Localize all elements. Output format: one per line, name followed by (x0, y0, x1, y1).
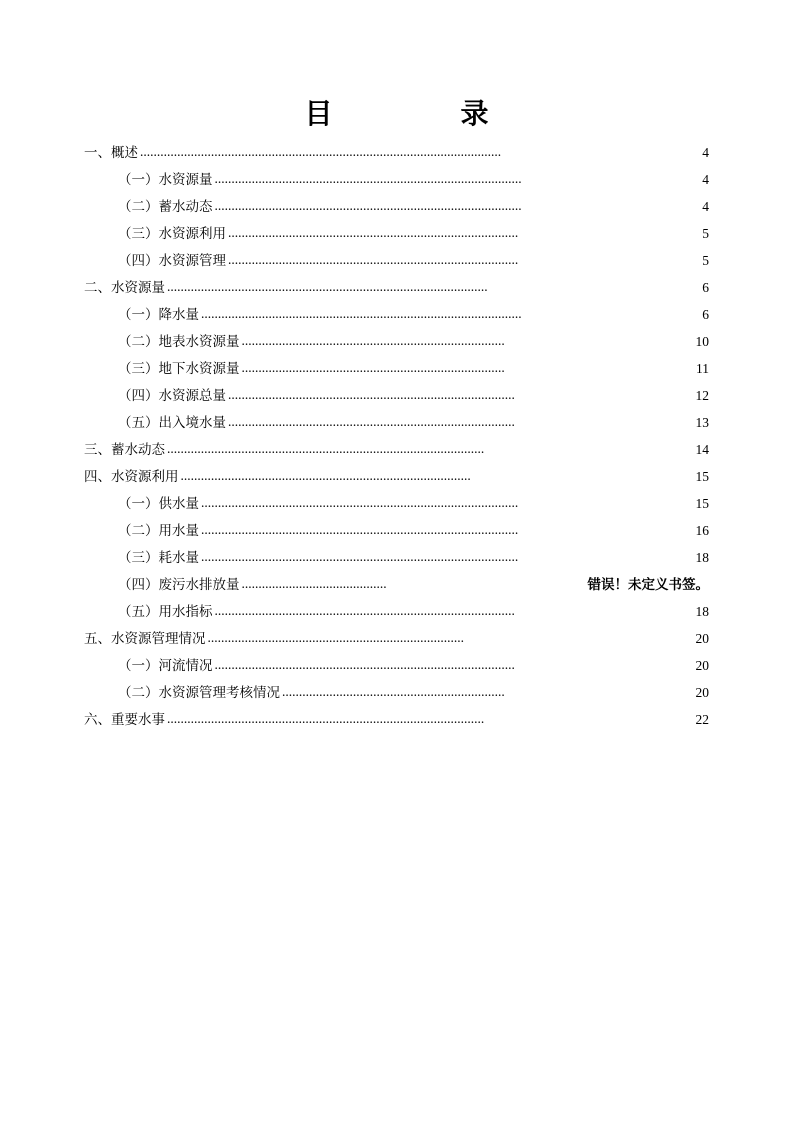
toc-leader-dots: ...................................................................................... (228, 253, 519, 267)
toc-leader-dots: ...................................................................................... (180, 469, 471, 483)
toc-page-number: 4 (702, 199, 709, 214)
toc-page-number: 12 (695, 388, 709, 403)
toc-entry-label: （一）降水量 (118, 307, 199, 322)
toc-entry-label: （五）用水指标 (118, 604, 213, 619)
toc-entry-label: （四）水资源管理 (118, 253, 226, 268)
toc-entry-label: 二、水资源量 (84, 280, 165, 295)
toc-entry-label: （一）水资源量 (118, 172, 213, 187)
toc-leader-dots: ......................................................................................... (214, 604, 515, 618)
toc-page-number: 4 (702, 172, 709, 187)
toc-entry[interactable] (84, 551, 709, 578)
toc-leader-dots: ......................................................................................... (214, 658, 515, 672)
toc-entry[interactable] (84, 281, 709, 308)
toc-page-number: 20 (695, 658, 709, 673)
toc-entry[interactable] (84, 659, 709, 686)
toc-leader-dots: .............................................................................................. (201, 523, 519, 537)
toc-page-number: 18 (695, 604, 709, 619)
toc-leader-dots: ...................................................................................... (228, 226, 519, 240)
toc-page-number: 6 (702, 307, 709, 322)
toc-page-number: 18 (695, 550, 709, 565)
toc-entry[interactable] (84, 713, 709, 740)
table-of-contents (84, 146, 709, 740)
toc-page-number: 15 (695, 496, 709, 511)
toc-leader-dots: ........................................... (241, 577, 387, 591)
toc-entry-label: 三、蓄水动态 (84, 442, 165, 457)
toc-page-number: 6 (702, 280, 709, 295)
toc-entry[interactable] (84, 605, 709, 632)
toc-entry[interactable] (84, 497, 709, 524)
toc-entry[interactable] (84, 416, 709, 443)
toc-page-number: 16 (695, 523, 709, 538)
toc-entry-label: （二）地表水资源量 (118, 334, 240, 349)
toc-entry[interactable] (84, 200, 709, 227)
toc-leader-dots: ........................................................................................... (214, 172, 522, 186)
toc-entry[interactable] (84, 335, 709, 362)
toc-entry-label: 五、水资源管理情况 (84, 631, 206, 646)
toc-entry-label: （五）出入境水量 (118, 415, 226, 430)
toc-page-number: 10 (695, 334, 709, 349)
toc-entry-label: （二）水资源管理考核情况 (118, 685, 280, 700)
toc-leader-dots: .............................................................................................. (167, 712, 485, 726)
toc-entry-label: （三）水资源利用 (118, 226, 226, 241)
toc-leader-dots: .............................................................................................. (167, 442, 485, 456)
toc-leader-dots: ........................................................................................... (214, 199, 522, 213)
toc-entry[interactable] (84, 524, 709, 551)
page-title: 目 录 (304, 99, 513, 130)
toc-page-number: 22 (695, 712, 709, 727)
toc-entry[interactable] (84, 173, 709, 200)
toc-leader-dots: ........................................................................................................... (140, 145, 502, 159)
toc-entry[interactable] (84, 254, 709, 281)
toc-entry-label: （二）蓄水动态 (118, 199, 213, 214)
toc-entry-label: （一）供水量 (118, 496, 199, 511)
toc-entry[interactable] (84, 578, 709, 605)
toc-page-number: 5 (702, 226, 709, 241)
toc-page-number: 14 (695, 442, 709, 457)
toc-entry[interactable] (84, 686, 709, 713)
toc-leader-dots: ..................................................................................... (228, 388, 515, 402)
toc-entry-label: （四）水资源总量 (118, 388, 226, 403)
toc-entry[interactable] (84, 632, 709, 659)
toc-entry[interactable] (84, 389, 709, 416)
toc-entry-label: （一）河流情况 (118, 658, 213, 673)
toc-entry[interactable] (84, 227, 709, 254)
toc-leader-dots: .............................................................................. (241, 361, 505, 375)
toc-entry-label: （三）地下水资源量 (118, 361, 240, 376)
toc-leader-dots: .................................................................. (282, 685, 505, 699)
toc-page-number: 15 (695, 469, 709, 484)
toc-entry-label: 一、概述 (84, 145, 138, 160)
toc-leader-dots: .............................................................................................. (201, 496, 519, 510)
toc-error-text: 错误！未定义书签。 (587, 577, 709, 592)
toc-entry[interactable] (84, 362, 709, 389)
toc-page-number: 5 (702, 253, 709, 268)
toc-leader-dots: ..................................................................................... (228, 415, 515, 429)
toc-leader-dots: ............................................................................................... (201, 307, 522, 321)
toc-entry-label: （四）废污水排放量 (118, 577, 240, 592)
toc-leader-dots: ............................................................................ (207, 631, 464, 645)
toc-entry[interactable] (84, 443, 709, 470)
toc-page-number: 13 (695, 415, 709, 430)
toc-page-number: 20 (695, 685, 709, 700)
toc-entry[interactable] (84, 308, 709, 335)
toc-page-number: 11 (696, 361, 709, 376)
toc-page-number: 20 (695, 631, 709, 646)
toc-leader-dots: .............................................................................. (241, 334, 505, 348)
toc-entry-label: 四、水资源利用 (84, 469, 179, 484)
toc-page-number: 4 (702, 145, 709, 160)
toc-entry-label: 六、重要水事 (84, 712, 165, 727)
toc-entry[interactable] (84, 146, 709, 173)
toc-entry[interactable] (84, 470, 709, 497)
toc-leader-dots: ............................................................................................... (167, 280, 488, 294)
toc-leader-dots: .............................................................................................. (201, 550, 519, 564)
toc-entry-label: （二）用水量 (118, 523, 199, 538)
toc-entry-label: （三）耗水量 (118, 550, 199, 565)
